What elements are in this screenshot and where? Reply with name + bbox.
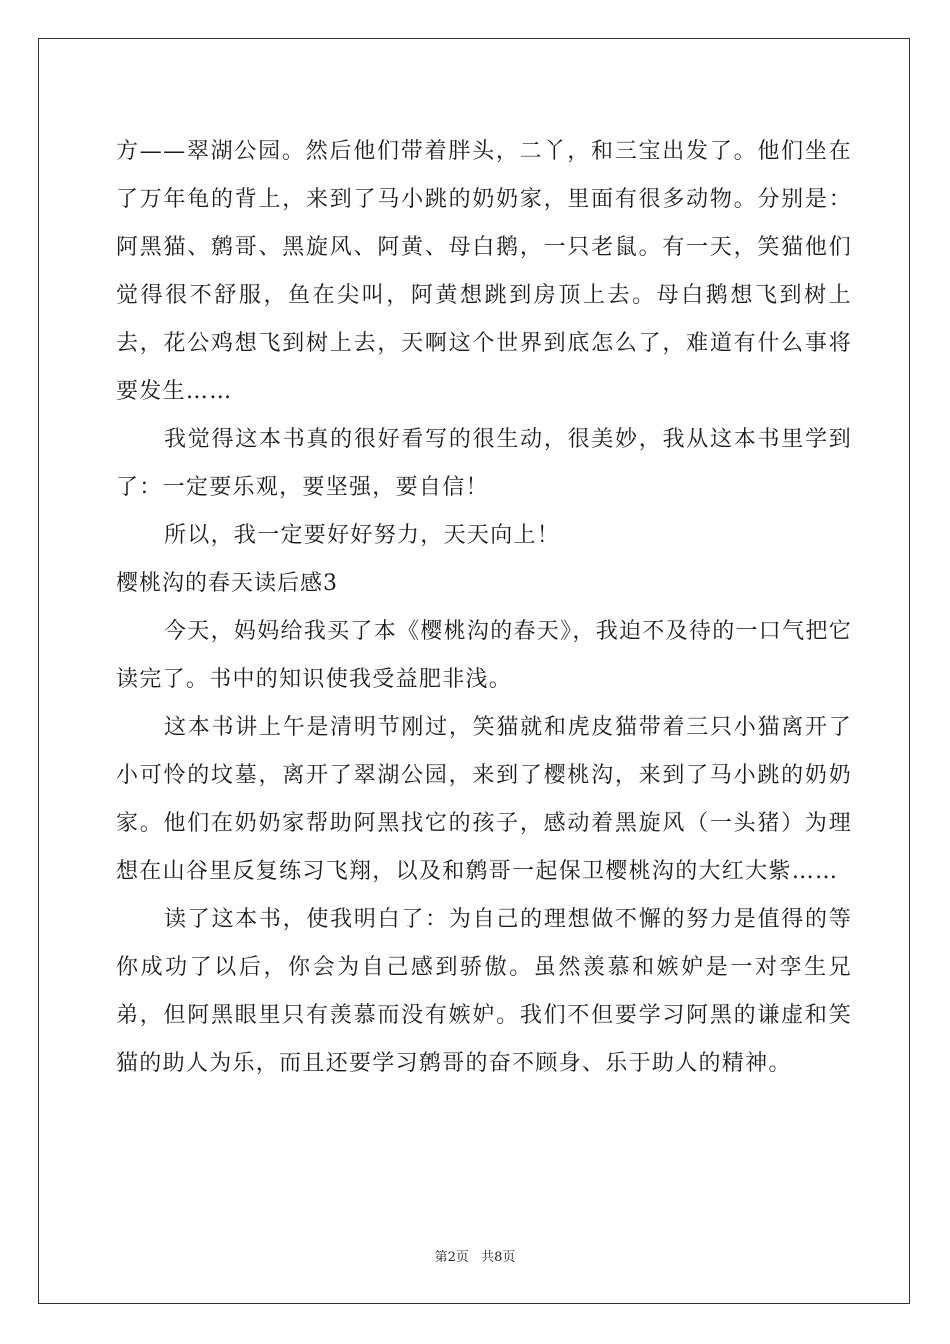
paragraph: 今天，妈妈给我买了本《樱桃沟的春天》，我迫不及待的一口气把它读完了。书中的知识使我受益肥非浅。 — [116, 619, 853, 692]
document-body — [116, 128, 852, 1088]
page-footer — [0, 1246, 950, 1265]
page-number: 第2页 — [434, 1250, 469, 1265]
paragraph: 所以，我一定要好好努力，天天向上！ — [164, 523, 561, 548]
paragraph: 我觉得这本书真的很好看写的很生动，很美妙，我从这本书里学到了：一定要乐观，要坚强，要自信！ — [116, 427, 852, 500]
page-total: 共8页 — [481, 1250, 516, 1265]
paragraph-continued: 方——翠湖公园。然后他们带着胖头，二丫，和三宝出发了。他们坐在了万年龟的背上，来到了马小跳的奶奶家，里面有很多动物。分别是：阿黑猫、鹩哥、黑旋风、阿黄、母白鹅，一只老鼠。有一天，笑猫他们觉得很不舒服，鱼在尖叫，阿黄想跳到房顶上去。母白鹅想飞到树上去，花公鸡想飞到树上去，天啊这个世界到底怎么了，难道有什么事将要发生…… — [116, 139, 852, 404]
paragraph: 读了这本书，使我明白了：为自己的理想做不懈的努力是值得的等你成功了以后，你会为自己感到骄傲。虽然羡慕和嫉妒是一对孪生兄弟，但阿黑眼里只有羡慕而没有嫉妒。我们不但要学习阿黑的谦虚和笑猫的助人为乐，而且还要学习鹩哥的奋不顾身、乐于助人的精神。 — [116, 907, 852, 1076]
section-title: 樱桃沟的春天读后感3 — [116, 571, 338, 596]
paragraph: 这本书讲上午是清明节刚过，笑猫就和虎皮猫带着三只小猫离开了小可怜的坟墓，离开了翠湖公园，来到了樱桃沟，来到了马小跳的奶奶家。他们在奶奶家帮助阿黑找它的孩子，感动着黑旋风（一头猪）为理想在山谷里反复练习飞翔，以及和鹩哥一起保卫樱桃沟的大红大紫…… — [116, 715, 852, 884]
